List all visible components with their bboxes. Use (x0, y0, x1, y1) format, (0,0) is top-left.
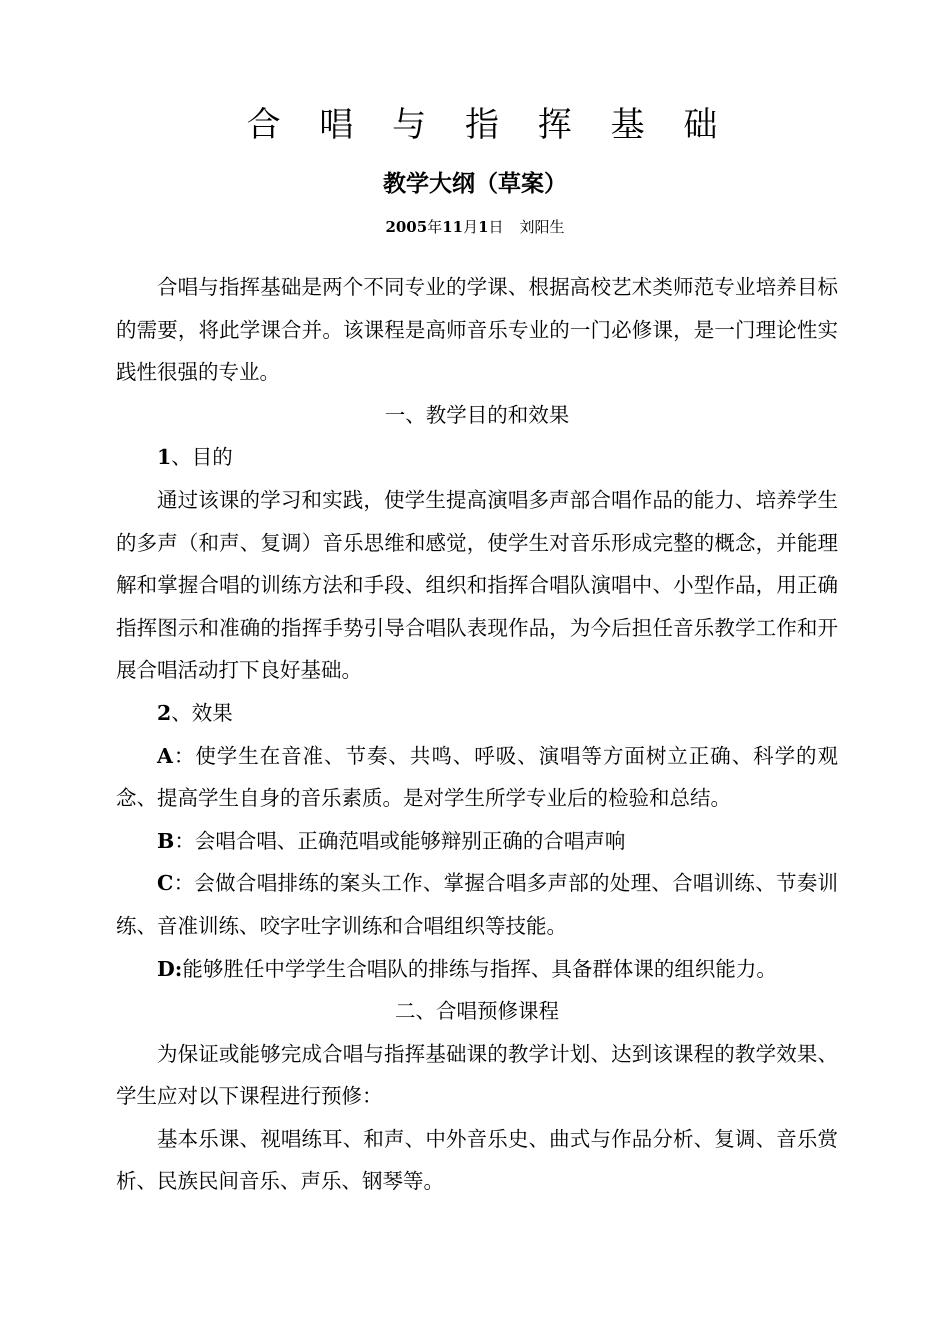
date-month-unit: 月 (463, 218, 479, 236)
prerequisite-courses: 基本乐课、视唱练耳、和声、中外音乐史、曲式与作品分析、复调、音乐赏析、民族民间音乐、声乐、钢琴等。 (116, 1126, 838, 1194)
section2-heading: 二、合唱预修课程 (395, 999, 559, 1024)
document-title: 合 唱 与 指 挥 基 础 (246, 105, 732, 145)
effect-label: C (157, 871, 174, 896)
subsection-purpose-title: 、目的 (171, 445, 233, 470)
document-subtitle: 教学大纲（草案） (383, 171, 567, 197)
effect-text: 会唱合唱、正确范唱或能够辩别正确的合唱声响 (194, 828, 626, 853)
subsection-purpose-number: 1 (157, 445, 172, 470)
effect-separator: ： (174, 828, 195, 853)
effect-text: 使学生在音准、节奏、共鸣、呼吸、演唱等方面树立正确、科学的观念、提高学生自身的音乐素质。是对学生所学专业后的检验和总结。 (116, 743, 839, 811)
effect-text: 会做合唱排练的案头工作、掌握合唱多声部的处理、合唱训练、节奏训练、音准训练、咬字吐字训练和合唱组织等技能。 (116, 871, 839, 938)
prerequisite-paragraph: 为保证或能够完成合唱与指挥基础课的教学计划、达到该课程的教学效果、学生应对以下课程进行预修： (116, 1041, 838, 1109)
effect-item-b (116, 820, 838, 863)
date-day-unit: 日 (488, 218, 504, 236)
section1-heading: 一、教学目的和效果 (384, 402, 570, 427)
date-year-unit: 年 (427, 218, 443, 236)
purpose-paragraph: 通过该课的学习和实践，使学生提高演唱多声部合唱作品的能力、培养学生的多声（和声、复调）音乐思维和感觉，使学生对音乐形成完整的概念，并能理解和掌握合唱的训练方法和手段、组织和指挥合唱队演唱中、小型作品，用正确指挥图示和准确的指挥手势引导合唱队表现作品，为今后担任音乐教学工作和开展合唱活动打下良好基础。 (116, 487, 838, 683)
effect-label: D (157, 956, 175, 981)
date-day: 1 (478, 218, 489, 236)
subsection-effects-number: 2 (157, 700, 172, 725)
date-month: 11 (442, 218, 464, 236)
effect-label: B (157, 828, 175, 853)
effect-separator: ： (172, 743, 196, 768)
date-author-line (0, 214, 950, 240)
intro-paragraph: 合唱与指挥基础是两个不同专业的学课、根据高校艺术类师范专业培养目标的需要，将此学课合并。该课程是高师音乐专业的一门必修课，是一门理论性实践性很强的专业。 (116, 275, 838, 385)
subsection-effects-title: 、效果 (171, 700, 233, 725)
date-year: 2005 (385, 218, 428, 236)
effect-label: A (157, 743, 173, 768)
effect-item-a (116, 735, 838, 820)
effect-text: 能够胜任中学学生合唱队的排练与指挥、具备群体课的组织能力。 (182, 956, 777, 981)
document-body (116, 266, 838, 1203)
effect-item-c (116, 862, 838, 947)
author-name: 刘阳生 (519, 218, 565, 236)
subsection-purpose-heading (116, 436, 838, 479)
effect-item-d (116, 948, 838, 991)
subsection-effects-heading (116, 692, 838, 735)
effect-separator: ： (173, 871, 195, 896)
effect-separator: : (174, 956, 183, 981)
